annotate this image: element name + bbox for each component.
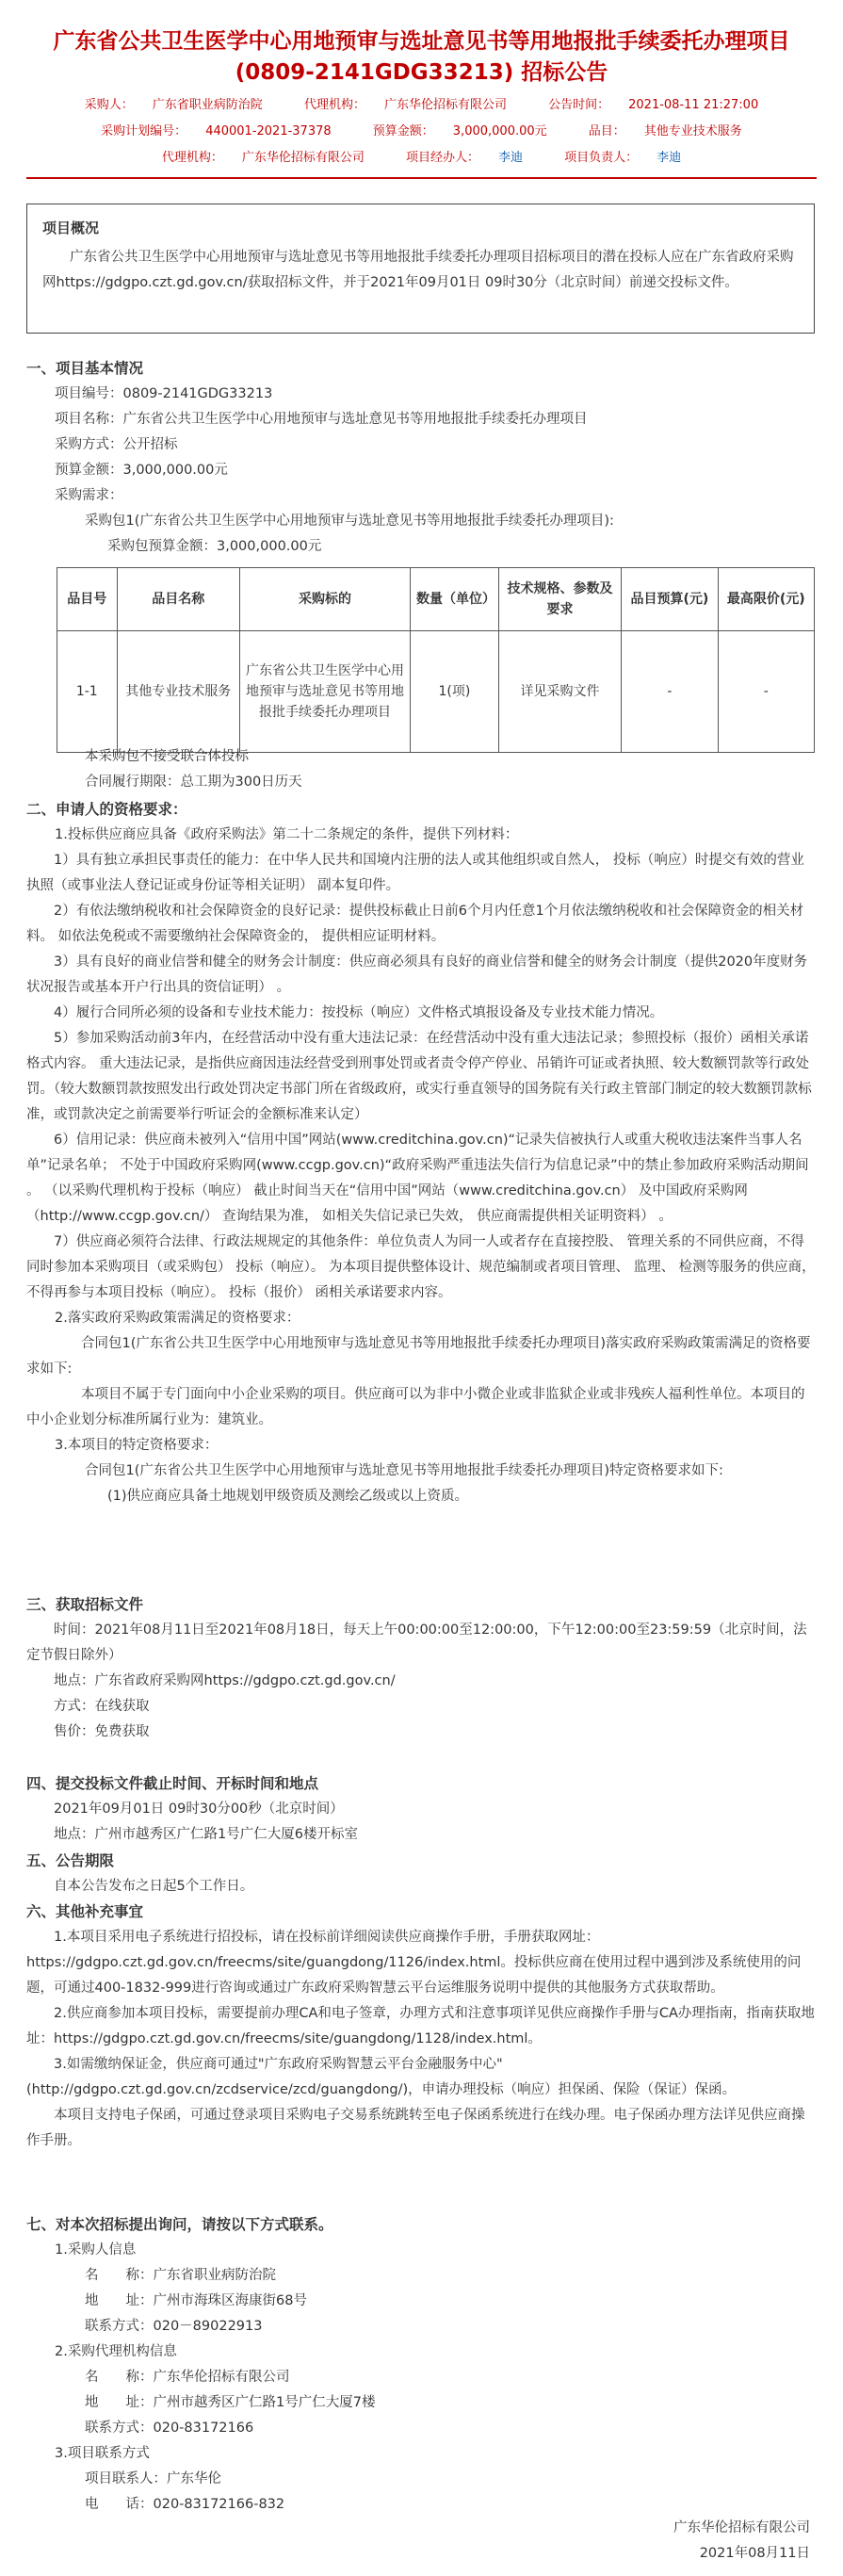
section-heading: 一、项目基本情况 bbox=[26, 360, 144, 377]
meta-label: 项目负责人： bbox=[564, 151, 639, 165]
meta-value: 其他专业技术服务 bbox=[643, 124, 742, 139]
meta-label: 采购计划编号： bbox=[101, 124, 187, 139]
table-cell: - bbox=[718, 631, 814, 753]
table-header: 品目名称 bbox=[117, 568, 239, 631]
paragraph: 7）供应商必须符合法律、行政法规规定的其他条件：单位负责人为同一人或者存在直接控股、 管理关系的不同供应商，不得同时参加本采购项目（或采购包） 投标（响应）。 为本项目提供整体设计、规范编制或者项目管理、 监理、 检测等服务的供应商， 不得再参与本项目投标（响应）。 投标（报价） 函相关承诺要求内容。 bbox=[26, 1234, 816, 1300]
section-obtain-documents bbox=[26, 1592, 818, 1745]
table-header: 采购标的 bbox=[239, 568, 410, 631]
paragraph: 合同包1(广东省公共卫生医学中心用地预审与选址意见书等用地报批手续委托办理项目)落实政府采购政策需满足的资格要求如下: bbox=[26, 1336, 811, 1377]
meta-value: 李迪 bbox=[498, 151, 524, 165]
meta-label: 代理机构： bbox=[161, 151, 223, 165]
paragraph: 5）参加采购活动前3年内，在经营活动中没有重大违法记录：在经营活动中没有重大违法记录；参照投标（报价）函相关承诺格式内容。 重大违法记录，是指供应商因违法经营受到刑事处罚或者责令停产停业、吊销许可证或者执照、较大数额罚款等行政处罚。（较大数额罚款按照发出行政处罚决定书部门所在省级政府，或实行垂直领导的国务院有关行政主管部门制定的较大数额罚款标准，或罚款决定之前需要举行听证会的金额标准来认定） bbox=[26, 1031, 812, 1122]
contact-line: 名 称：广东华伦招标有限公司 bbox=[85, 2370, 290, 2385]
table-cell: 其他专业技术服务 bbox=[117, 631, 239, 753]
meta-label: 采购人： bbox=[84, 98, 134, 112]
meta-label: 代理机构： bbox=[303, 98, 365, 112]
contact-line: 地 址：广州市海珠区海康街68号 bbox=[85, 2293, 307, 2308]
section-heading: 七、对本次招标提出询问，请按以下方式联系。 bbox=[26, 2216, 333, 2233]
signature-block bbox=[673, 2516, 810, 2567]
table-cell: 广东省公共卫生医学中心用地预审与选址意见书等用地报批手续委托办理项目 bbox=[239, 631, 410, 753]
paragraph: 2021年09月01日 09时30分00秒（北京时间） bbox=[54, 1802, 344, 1817]
section-notice-period bbox=[26, 1849, 818, 1899]
table-row bbox=[57, 631, 815, 753]
table-cell: - bbox=[622, 631, 718, 753]
table-cell: 1(项) bbox=[411, 631, 499, 753]
section-heading: 三、获取招标文件 bbox=[26, 1596, 144, 1613]
table-cell: 1-1 bbox=[57, 631, 118, 753]
paragraph: 自本公告发布之日起5个工作日。 bbox=[54, 1879, 254, 1894]
package-line: 采购包1(广东省公共卫生医学中心用地预审与选址意见书等用地报批手续委托办理项目): bbox=[85, 514, 614, 529]
meta-value: 广东华伦招标有限公司 bbox=[241, 151, 365, 165]
paragraph: 3.本项目的特定资格要求： bbox=[55, 1438, 219, 1453]
paragraph: 1）具有独立承担民事责任的能力：在中华人民共和国境内注册的法人或其他组织或自然人， 投标（响应）时提交有效的营业执照（或事业法人登记证或身份证等相关证明） 副本复印件。 bbox=[26, 853, 804, 893]
meta-label: 品目： bbox=[588, 124, 625, 139]
meta-row-2 bbox=[0, 121, 843, 139]
paragraph: 2）有依法缴纳税收和社会保障资金的良好记录：提供投标截止日前6个月内任意1个月依法缴纳税收和社会保障资金的相关材料。 如依法免税或不需要缴纳社会保障资金的， 提供相应证明材料。 bbox=[26, 904, 804, 944]
notice-title bbox=[0, 26, 843, 89]
info-line: 采购方式：公开招标 bbox=[55, 437, 178, 452]
paragraph: 2.供应商参加本项目投标，需要提前办理CA和电子签章，办理方式和注意事项详见供应商操作手册与CA办理指南，指南获取地址：https://gdgpo.czt.gd.gov.cn/freecms/site/guangdong/1128/index.html。 bbox=[26, 2006, 815, 2046]
paragraph: 1.本项目采用电子系统进行招投标，请在投标前详细阅读供应商操作手册，手册获取网址：https://gdgpo.czt.gd.gov.cn/freecms/site/guangdong/1126/index.html。投标供应商在使用过程中遇到涉及系统使用的问题，可通过400-1832-999进行咨询或通过广东政府采购智慧云平台运维服务说明中提供的其他服务方式获取帮助。 bbox=[26, 1930, 802, 1996]
section-basic-info-after bbox=[26, 744, 818, 795]
info-line: 采购需求： bbox=[55, 488, 123, 503]
table-header: 品目预算(元) bbox=[622, 568, 718, 631]
paragraph: 3.如需缴纳保证金，供应商可通过"广东政府采购智慧云平台金融服务中心"(http://gdgpo.czt.gd.gov.cn/zcdservice/zcd/guangdong/)，申请办理投标（响应）担保函、保险（保证）保函。 bbox=[26, 2057, 737, 2097]
paragraph: 4）履行合同所必须的设备和专业技术能力：按投标（响应）文件格式填报设备及专业技术能力情况。 bbox=[54, 1005, 664, 1020]
meta-value: 2021-08-11 21:27:00 bbox=[628, 98, 759, 112]
section-deadline bbox=[26, 1771, 818, 1848]
contact-group-title: 2.采购代理机构信息 bbox=[55, 2344, 177, 2359]
section-heading: 五、公告期限 bbox=[26, 1852, 115, 1869]
table-header: 品目号 bbox=[57, 568, 118, 631]
table-header-row bbox=[57, 568, 815, 631]
title-line-1: 广东省公共卫生医学中心用地预审与选址意见书等用地报批手续委托办理项目 bbox=[53, 29, 790, 54]
contact-line: 联系方式：020-83172166 bbox=[85, 2421, 254, 2436]
package-budget: 采购包预算金额：3,000,000.00元 bbox=[107, 539, 322, 554]
table-header: 最高限价(元) bbox=[718, 568, 814, 631]
section-contacts bbox=[26, 2212, 818, 2518]
meta-value: 李迪 bbox=[657, 151, 682, 165]
section-heading: 六、其他补充事宜 bbox=[26, 1903, 144, 1920]
overview-box bbox=[26, 204, 815, 334]
procurement-table bbox=[57, 567, 815, 753]
paragraph: 时间：2021年08月11日至2021年08月18日，每天上午00:00:00至12:00:00，下午12:00:00至23:59:59（北京时间，法定节假日除外） bbox=[26, 1622, 807, 1663]
section-supplementary bbox=[26, 1899, 818, 2154]
paragraph: 售价：免费获取 bbox=[54, 1724, 150, 1739]
paragraph: (1)供应商应具备土地规划甲级资质及测绘乙级或以上资质。 bbox=[107, 1489, 469, 1504]
section-heading: 四、提交投标文件截止时间、开标时间和地点 bbox=[26, 1775, 319, 1792]
section-heading: 二、申请人的资格要求： bbox=[26, 801, 187, 818]
info-line: 本采购包不接受联合体投标 bbox=[85, 749, 249, 764]
paragraph: 本项目支持电子保函，可通过登录项目采购电子交易系统跳转至电子保函系统进行在线办理。电子保函办理方法详见供应商操作手册。 bbox=[26, 2108, 805, 2148]
paragraph: 本项目不属于专门面向中小企业采购的项目。供应商可以为非中小微企业或非监狱企业或非残疾人福利性单位。本项目的中小企业划分标准所属行业为：建筑业。 bbox=[26, 1387, 805, 1427]
paragraph: 1.投标供应商应具备《政府采购法》第二十二条规定的条件，提供下列材料： bbox=[55, 827, 519, 842]
info-line: 合同履行期限：总工期为300日历天 bbox=[85, 774, 302, 790]
meta-value: 440001-2021-37378 bbox=[205, 124, 332, 139]
info-line: 预算金额：3,000,000.00元 bbox=[55, 463, 228, 478]
paragraph: 2.落实政府采购政策需满足的资格要求： bbox=[55, 1311, 300, 1326]
info-line: 项目名称：广东省公共卫生医学中心用地预审与选址意见书等用地报批手续委托办理项目 bbox=[55, 412, 588, 427]
contact-group-title: 3.项目联系方式 bbox=[55, 2446, 150, 2461]
contact-line: 电 话：020-83172166-832 bbox=[85, 2497, 285, 2512]
meta-value: 广东省职业病防治院 bbox=[152, 98, 263, 112]
overview-heading: 项目概况 bbox=[42, 220, 100, 236]
paragraph: 方式：在线获取 bbox=[54, 1699, 150, 1714]
signature-org: 广东华伦招标有限公司 bbox=[673, 2520, 810, 2535]
header-divider bbox=[26, 177, 817, 179]
contact-line: 名 称：广东省职业病防治院 bbox=[85, 2268, 276, 2283]
paragraph: 3）具有良好的商业信誉和健全的财务会计制度：供应商必须具有良好的商业信誉和健全的财务会计制度（提供2020年度财务状况报告或基本开户行出具的资信证明） 。 bbox=[26, 954, 808, 995]
paragraph: 6）信用记录：供应商未被列入“信用中国”网站(www.creditchina.gov.cn)“记录失信被执行人或重大税收违法案件当事人名单”记录名单； 不处于中国政府采购网(www.ccgp.gov.cn)“政府采购严重违法失信行为信息记录”中的禁止参加政府采购活动期间 。 （以采购代理机构于投标（响应） 截止时间当天在“信用中国”网站（www.creditchina.gov.cn） 及中国政府采购网（http://www.ccgp.gov.cn/） 查询结果为准， 如相关失信记录已失效， 供应商需提供相关证明资料） 。 bbox=[26, 1133, 809, 1224]
meta-label: 公告时间： bbox=[548, 98, 610, 112]
table-cell: 详见采购文件 bbox=[498, 631, 621, 753]
contact-group-title: 1.采购人信息 bbox=[55, 2242, 137, 2258]
paragraph: 地点：广东省政府采购网https://gdgpo.czt.gd.gov.cn/ bbox=[54, 1673, 396, 1688]
paragraph: 地点：广州市越秀区广仁路1号广仁大厦6楼开标室 bbox=[54, 1827, 358, 1842]
meta-value: 3,000,000.00元 bbox=[452, 124, 547, 139]
title-line-2: (0809-2141GDG33213) 招标公告 bbox=[235, 60, 608, 85]
table-header: 技术规格、参数及要求 bbox=[498, 568, 621, 631]
meta-label: 预算金额： bbox=[372, 124, 434, 139]
contact-line: 地 址：广州市越秀区广仁路1号广仁大厦7楼 bbox=[85, 2395, 376, 2410]
contact-line: 联系方式：020－89022913 bbox=[85, 2319, 263, 2334]
contact-line: 项目联系人：广东华伦 bbox=[85, 2471, 221, 2486]
section-qualifications bbox=[26, 797, 818, 1509]
paragraph: 合同包1(广东省公共卫生医学中心用地预审与选址意见书等用地报批手续委托办理项目)特定资格要求如下: bbox=[85, 1463, 723, 1478]
meta-row-1 bbox=[0, 94, 843, 112]
info-line: 项目编号：0809-2141GDG33213 bbox=[55, 386, 273, 401]
overview-text: 广东省公共卫生医学中心用地预审与选址意见书等用地报批手续委托办理项目招标项目的潜在投标人应在广东省政府采购网https://gdgpo.czt.gd.gov.cn/获取招标文件，并于2021年09月01日 09时30分（北京时间）前递交投标文件。 bbox=[42, 250, 794, 290]
meta-value: 广东华伦招标有限公司 bbox=[383, 98, 507, 112]
meta-label: 项目经办人： bbox=[405, 151, 479, 165]
section-basic-info bbox=[26, 356, 818, 560]
signature-date: 2021年08月11日 bbox=[699, 2546, 810, 2561]
table-header: 数量（单位） bbox=[411, 568, 499, 631]
meta-row-3 bbox=[0, 147, 843, 165]
